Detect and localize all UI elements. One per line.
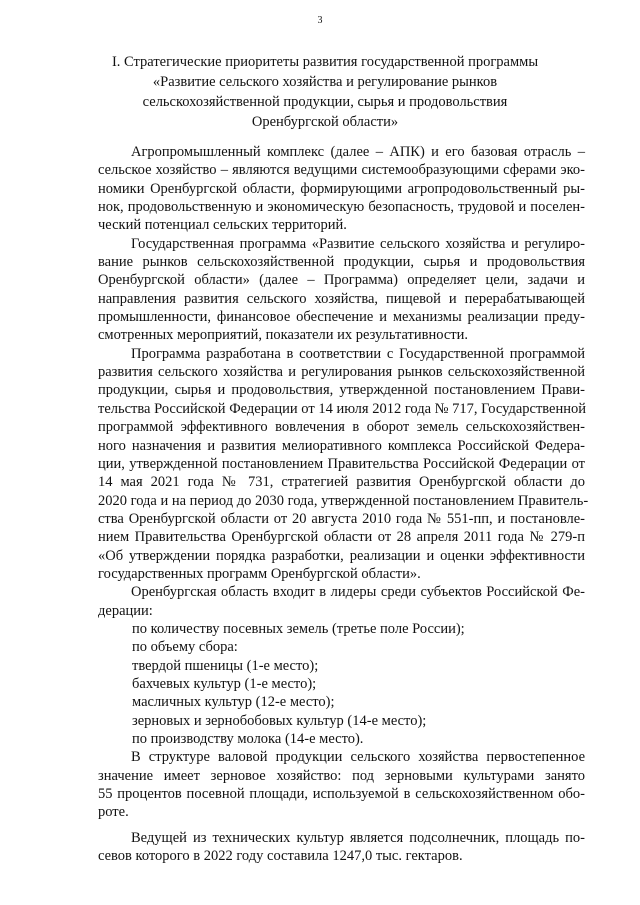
- text-line: нием Правительства Оренбургской области от 28 апреля 2011 года № 279-п: [98, 529, 585, 546]
- paragraph-leaders: [98, 583, 585, 620]
- list-item: твердой пшеницы (1-е место);: [132, 657, 319, 674]
- text-line: государственных программ Оренбургской области».: [98, 565, 421, 582]
- text-line: Оренбургская область входит в лидеры среди субъектов Российской Фе-: [131, 584, 585, 601]
- text-line: промышленности, финансовое обеспечение и механизмы реализации преду-: [98, 309, 585, 326]
- text-line: ческий потенциал сельских территорий.: [98, 217, 347, 234]
- text-line: нок, продовольственную и экономическую безопасность, трудовой и поселен-: [98, 199, 585, 216]
- text-line: дерации:: [98, 602, 153, 619]
- list-item: по производству молока (14-е место).: [132, 731, 364, 747]
- text-line: Ведущей из технических культур является подсолнечник, площадь по-: [131, 829, 585, 846]
- list-item: по объему сбора:: [132, 639, 238, 656]
- list-item: бахчевых культур (1-е место);: [132, 675, 317, 692]
- document-body: [98, 143, 589, 865]
- text-line: ства Оренбургской области от 20 августа 2010 года № 551-пп, и постановле-: [98, 510, 585, 527]
- list-item: зерновых и зернобобовых культур (14-е место);: [132, 712, 427, 729]
- paragraph-program: [98, 235, 585, 345]
- text-line: программой эффективного вовлечения в оборот земель сельскохозяйствен-: [98, 419, 585, 436]
- text-line: номики Оренбургской области, формирующими агропродовольственный ры-: [98, 180, 585, 197]
- text-line: севов которого в 2022 году составила 1247,0 тыс. гектаров.: [98, 848, 463, 865]
- heading-line: Оренбургской области»: [251, 114, 399, 130]
- paragraph-apk: [98, 143, 585, 235]
- text-line: ного назначения и развития мелиоративного комплекса Российской Федера-: [98, 437, 585, 454]
- text-line: «Об утверждении порядка разработки, реализации и оценки эффективности: [98, 547, 585, 564]
- text-line: Оренбургской области» (далее – Программа) определяет цели, задачи и: [98, 272, 585, 289]
- text-line: 2020 года и на период до 2030 года, утвержденной постановлением Правитель-: [98, 492, 589, 509]
- heading-line: I. Стратегические приоритеты развития государственной программы: [111, 54, 539, 70]
- leaders-list: [98, 620, 585, 748]
- text-line: ции, утвержденной постановлением Правительства Российской Федерации от: [98, 455, 585, 472]
- text-line: роте.: [98, 804, 129, 821]
- text-line: продукции, сырья и продовольствия, утвержденной постановлением Прави-: [98, 382, 585, 399]
- text-line: В структуре валовой продукции сельского хозяйства первостепенное: [131, 749, 585, 766]
- text-line: сельское хозяйство – являются ведущими системообразующими сферами эко-: [98, 162, 585, 179]
- section-heading: [100, 52, 550, 132]
- paragraph-legal-basis: [98, 345, 589, 583]
- text-line: Государственная программа «Развитие сельского хозяйства и регулиро-: [131, 235, 585, 252]
- paragraph-grain: [98, 748, 585, 821]
- text-line: значение имеет зерновое хозяйство: под зерновыми культурами занято: [98, 767, 585, 784]
- heading-line: сельскохозяйственной продукции, сырья и продовольствия: [142, 94, 508, 110]
- list-item: по количеству посевных земель (третье поле России);: [132, 620, 465, 637]
- text-line: направления развития сельского хозяйства, пищевой и перерабатывающей: [98, 290, 585, 307]
- text-line: 14 мая 2021 года № 731, стратегией развития Оренбургской области до: [98, 474, 585, 491]
- paragraph-sunflower: [98, 829, 585, 866]
- text-line: Программа разработана в соответствии с Государственной программой: [131, 345, 585, 362]
- text-line: Агропромышленный комплекс (далее – АПК) и его базовая отрасль –: [131, 144, 585, 160]
- page-number: 3: [317, 15, 323, 26]
- text-line: смотренных мероприятий, показатели их результативности.: [98, 327, 468, 344]
- heading-line: «Развитие сельского хозяйства и регулирование рынков: [152, 74, 498, 90]
- text-line: тельства Российской Федерации от 14 июля 2012 года № 717, Государственной: [98, 400, 587, 417]
- text-line: вание рынков сельскохозяйственной продукции, сырья и продовольствия: [98, 254, 585, 271]
- text-line: 55 процентов посевной площади, используемой в сельскохозяйственном обо-: [98, 786, 585, 803]
- text-line: развития сельского хозяйства и регулирования рынков сельскохозяйственной: [98, 364, 585, 381]
- list-item: масличных культур (12-е место);: [132, 694, 335, 711]
